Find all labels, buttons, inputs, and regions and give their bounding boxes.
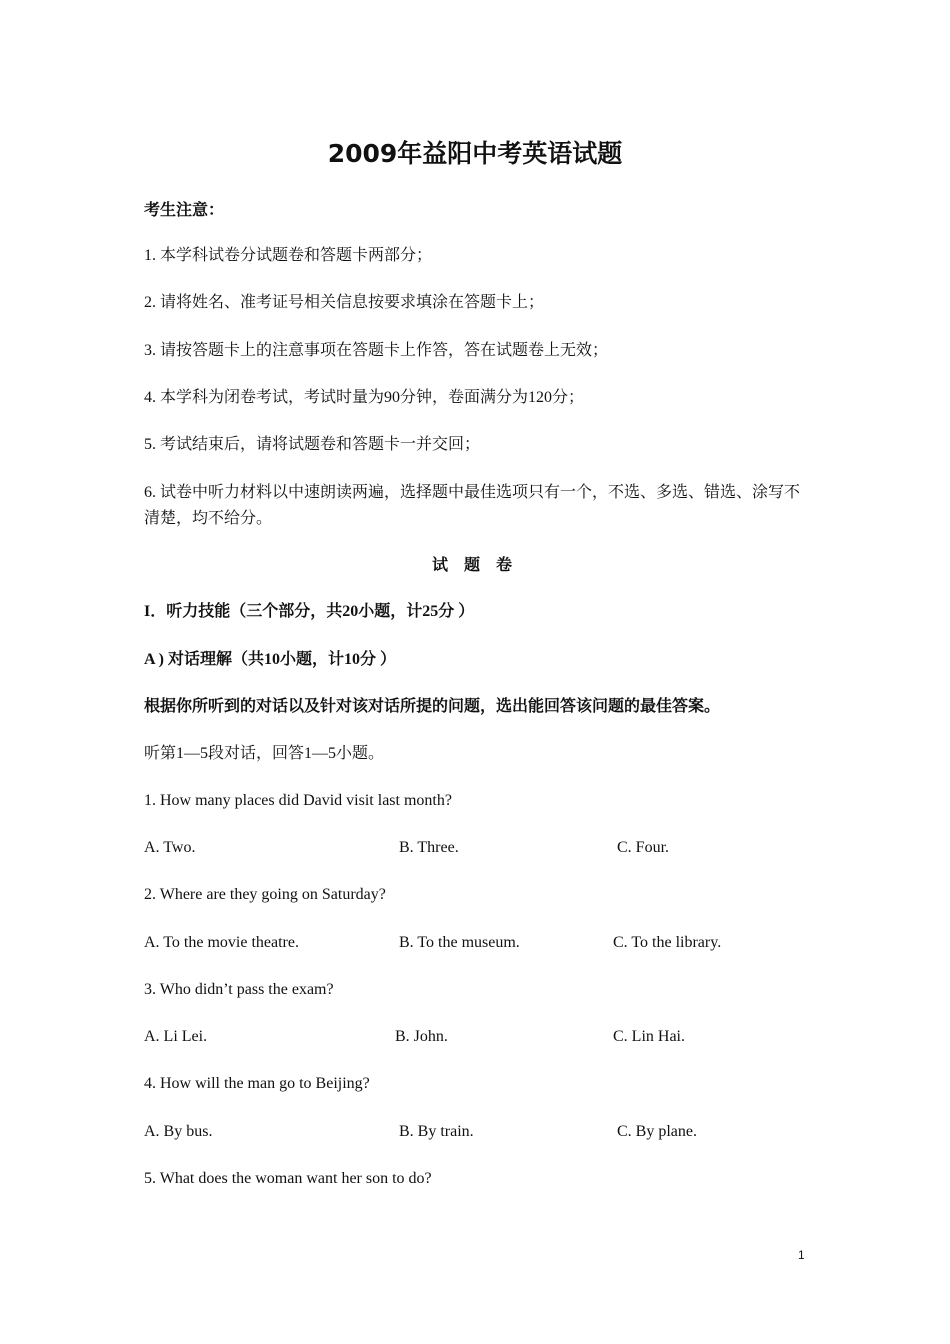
question-4-option-c: C. By plane.: [617, 1123, 697, 1140]
notice-item-2: 2. 请将姓名、准考证号相关信息按要求填涂在答题卡上；: [144, 294, 545, 311]
question-1: 1. How many places did David visit last month?: [144, 792, 452, 809]
notice-item-6: 6. 试卷中听力材料以中速朗读两遍，选择题中最佳选项只有一个，不选、多选、错选、涂写不清楚，均不给分。: [144, 484, 801, 527]
document-title: 2009年益阳中考英语试题: [327, 139, 623, 168]
notice-heading: 考生注意：: [144, 202, 225, 219]
notice-item-4: 4. 本学科为闭卷考试，考试时量为90分钟，卷面满分为120分；: [144, 389, 585, 406]
question-4-option-b: B. By train.: [399, 1123, 474, 1140]
question-2: 2. Where are they going on Saturday?: [144, 886, 386, 903]
notice-item-3: 3. 请按答题卡上的注意事项在答题卡上作答，答在试题卷上无效；: [144, 342, 609, 359]
instruction: 根据你所听到的对话以及针对该对话所提的问题，选出能回答该问题的最佳答案。: [144, 698, 721, 715]
question-3-option-b: B. John.: [395, 1028, 448, 1045]
notice-item-5: 5. 考试结束后，请将试题卷和答题卡一并交回；: [144, 436, 481, 453]
question-2-option-c: C. To the library.: [613, 934, 722, 951]
question-3-option-c: C. Lin Hai.: [613, 1028, 685, 1045]
notice-item-1: 1. 本学科试卷分试题卷和答题卡两部分；: [144, 247, 433, 264]
sub-instruction: 听第1—5段对话，回答1—5小题。: [144, 745, 385, 762]
question-4: 4. How will the man go to Beijing?: [144, 1075, 370, 1092]
question-1-option-b: B. Three.: [399, 839, 459, 856]
part1-heading: I．听力技能（三个部分，共20小题，计25分 ）: [144, 603, 475, 620]
question-1-option-a: A. Two.: [144, 839, 196, 856]
question-2-option-b: B. To the museum.: [399, 934, 520, 951]
question-3-option-a: A. Li Lei.: [144, 1028, 208, 1045]
question-5: 5. What does the woman want her son to do?: [144, 1170, 432, 1187]
partA-heading: A ) 对话理解（共10小题，计10分 ）: [144, 651, 397, 668]
question-4-option-a: A. By bus.: [144, 1123, 213, 1140]
page-number: 1: [798, 1248, 805, 1262]
question-2-option-a: A. To the movie theatre.: [144, 934, 299, 951]
section-heading: 试 题 卷: [431, 557, 518, 574]
question-3: 3. Who didn’t pass the exam?: [144, 981, 334, 998]
question-1-option-c: C. Four.: [617, 839, 670, 856]
